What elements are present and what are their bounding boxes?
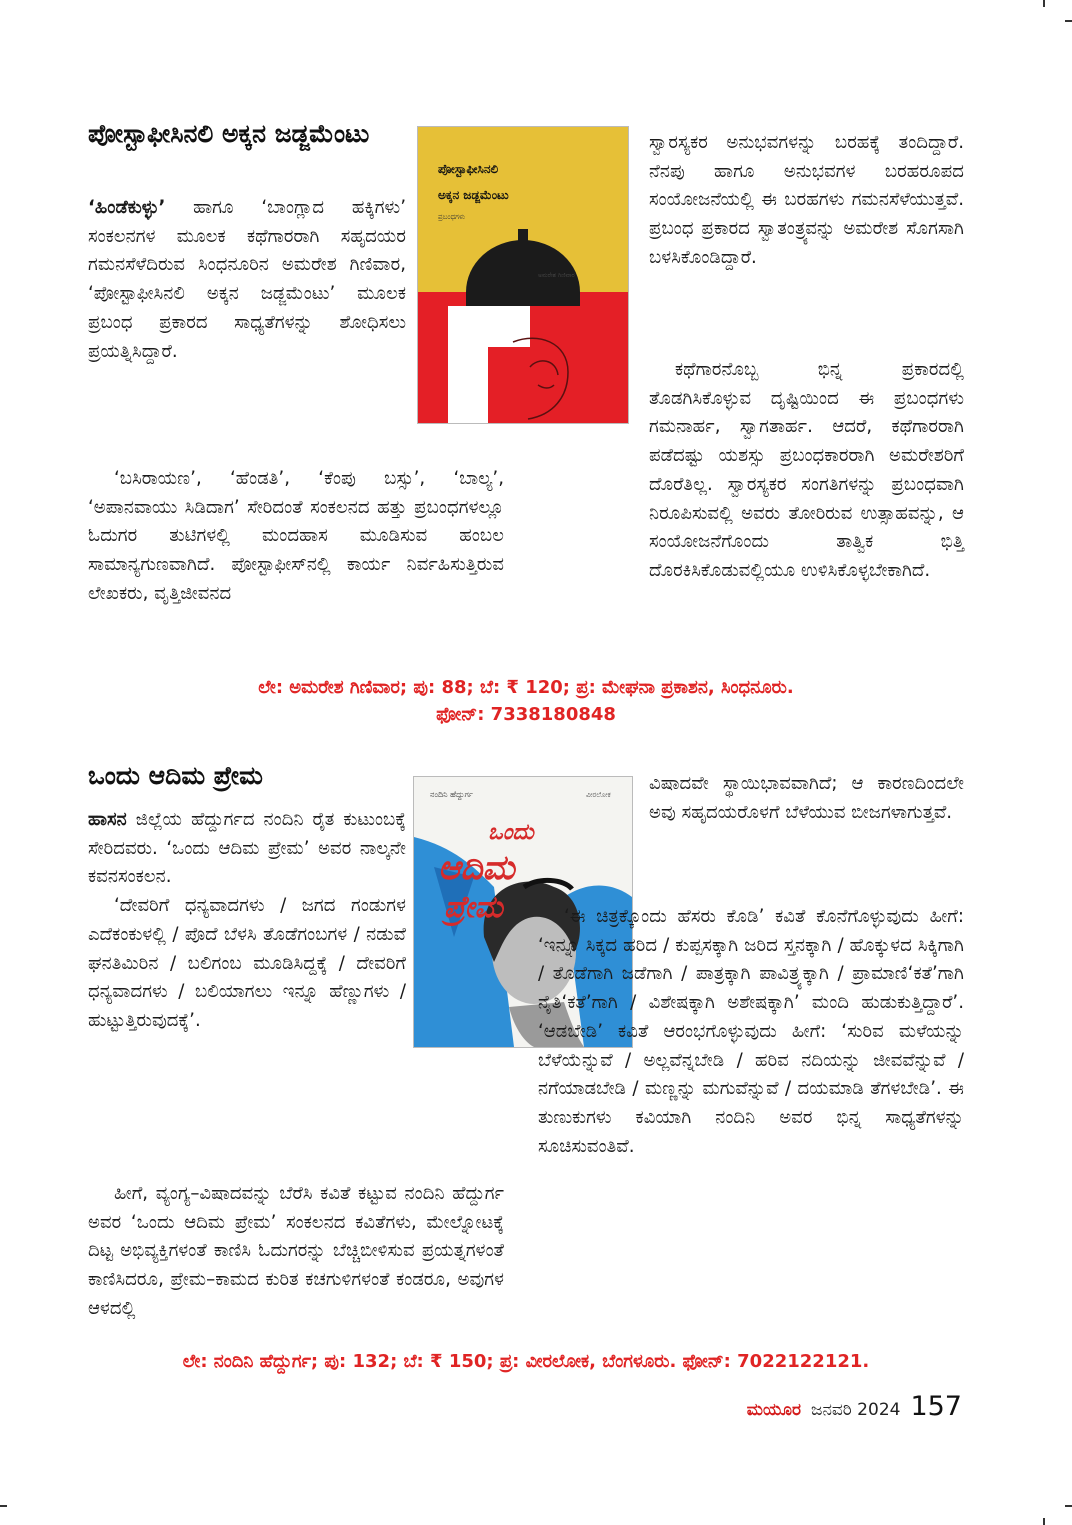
review-adima-prema: [88, 760, 964, 1380]
credit-line: ಲೇ: ನಂದಿನಿ ಹೆದ್ದುರ್ಗ; ಪು: 132; ಬೆ: ₹ 150; ಪ್ರ: ವೀರಲೋಕ, ಬೆಂಗಳೂರು. ಫೋನ್: 7022122121.: [182, 1351, 870, 1372]
crop-mark: [1043, 1518, 1045, 1525]
cover-title-line1: ಪೋಸ್ಟಾಫೀಸಿನಲಿ: [438, 162, 499, 176]
review-paragraph: ಸ್ವಾರಸ್ಯಕರ ಅನುಭವಗಳನ್ನು ಬರಹಕ್ಕೆ ತಂದಿದ್ದಾರೆ. ನೆನಪು ಹಾಗೂ ಅನುಭವಗಳ ಬರಹರೂಪದ ಸಂಯೋಜನೆಯಲ್ಲಿ ಈ ಬರಹಗಳು ಗಮನಸೆಳೆಯುತ್ತವೆ. ಪ್ರಬಂಧ ಪ್ರಕಾರದ ಸ್ವಾತಂತ್ರ್ಯವನ್ನು ಅಮರೇಶ ಸೊಗಸಾಗಿ ಬಳಸಿಕೊಂಡಿದ್ದಾರೆ.: [649, 132, 964, 268]
crop-mark: [1065, 20, 1072, 22]
lead-word: ಹಾಸನ: [88, 809, 127, 830]
review-paragraph: ‘ಈ ಚಿತ್ರಕ್ಕೊಂದು ಹೆಸರು ಕೊಡಿ’ ಕವಿತೆ ಕೊನೆಗೊಳ್ಳುವುದು ಹೀಗೆ: ‘ಇನ್ನೂ ಸಿಕ್ಕದ ಹರಿದ / ಕುಪ್ಪಸಕ್ಕಾಗಿ ಜರಿದ ಸ್ತನಕ್ಕಾಗಿ / ಹೊಕ್ಕುಳದ ಸಿಕ್ಕಿಗಾಗಿ / ತೊಡೆಗಾಗಿ ಜಡೆಗಾಗಿ / ಪಾತ್ರಕ್ಕಾಗಿ ಪಾವಿತ್ರ್ಯಕ್ಕಾಗಿ / ಪ್ರಾಮಾಣಿ‘ಕತೆ’ಗಾಗಿ ನೈತಿ‘ಕತೆ’ಗಾಗಿ / ವಿಶೇಷಕ್ಕಾಗಿ ಅಶೇಷಕ್ಕಾಗಿ’ ಮಂದಿ ಹುಡುಕುತ್ತಿದ್ದಾರೆ’. ‘ಆಡಬೇಡಿ’ ಕವಿತೆ ಆರಂಭಗೊಳ್ಳುವುದು ಹೀಗೆ: ‘ಸುರಿವ ಮಳೆಯನ್ನು ಬೆಳೆಯೆನ್ನುವೆ / ಅಲ್ಲವೆನ್ನಬೇಡಿ / ಹರಿವ ನದಿಯನ್ನು ಜೀವವೆನ್ನುವೆ / ನಗೆಯಾಡಬೇಡಿ / ಮಣ್ಣನ್ನು ಮಗುವೆನ್ನುವೆ / ದಯಮಾಡಿ ತೆಗಳಬೇಡಿ’. ಈ ತುಣುಕುಗಳು ಕವಿಯಾಗಿ ನಂದಿನಿ ಅವರ ಭಿನ್ನ ಸಾಧ್ಯತೆಗಳನ್ನು ಸೂಚಿಸುವಂತಿವೆ.: [538, 906, 964, 1157]
magazine-name: ಮಯೂರ: [746, 1400, 802, 1420]
review-title: ಒಂದು ಆದಿಮ ಪ್ರೇಮ: [88, 761, 263, 790]
review-paragraph: ‘ಬಸಿರಾಯಣ’, ‘ಹೆಂಡತಿ’, ‘ಕೆಂಪು ಬಸ್ಸು’, ‘ಬಾಲ್ಯ’, ‘ಅಪಾನವಾಯು ಸಿಡಿದಾಗ’ ಸೇರಿದಂತೆ ಸಂಕಲನದ ಹತ್ತು ಪ್ರಬಂಧಗಳಲ್ಲೂ ಓದುಗರ ತುಟಿಗಳಲ್ಲಿ ಮಂದಹಾಸ ಮೂಡಿಸುವ ಹಂಬಲ ಸಾಮಾನ್ಯಗುಣವಾಗಿದೆ. ಪೋಸ್ಟಾಫೀಸ್‌ನಲ್ಲಿ ಕಾರ್ಯ ನಿರ್ವಹಿಸುತ್ತಿರುವ ಲೇಖಕರು, ವೃತ್ತಿಜೀವನದ: [88, 468, 504, 604]
crop-mark: [1065, 1505, 1072, 1507]
credit-phone: ಫೋನ್: 7338180848: [436, 704, 616, 725]
cover-author: ನಂದಿನಿ ಹೆದ್ದುರ್ಗ: [430, 790, 473, 799]
crop-mark: [0, 1505, 7, 1507]
book-credits: [88, 1348, 964, 1375]
paragraph-text: ಹಾಗೂ ‘ಬಾಂಗ್ಲಾದ ಹಕ್ಕಿಗಳು’ ಸಂಕಲನಗಳ ಮೂಲಕ ಕಥೆಗಾರರಾಗಿ ಸಹೃದಯರ ಗಮನಸೆಳೆದಿರುವ ಸಿಂಧನೂರಿನ ಅಮರೇಶ ಗಿಣಿವಾರ, ‘ಪೋಸ್ಟಾಫೀಸಿನಲಿ ಅಕ್ಕನ ಜಡ್ಜಮೆಂಟು’ ಮೂಲಕ ಪ್ರಬಂಧ ಪ್ರಕಾರದ ಸಾಧ್ಯತೆಗಳನ್ನು ಶೋಧಿಸಲು ಪ್ರಯತ್ನಿಸಿದ್ದಾರೆ.: [88, 197, 406, 362]
cover-author: ಅಮರೇಶ ಗಿಣಿವಾರ: [538, 272, 575, 279]
lead-word: ‘ಹಿಂಡೆಕುಳ್ಳು’: [88, 197, 166, 218]
review-column-left-top: [88, 194, 406, 366]
cover-title-line3: ಪ್ರೇಮ: [444, 890, 503, 925]
book-credits: [88, 674, 964, 728]
review-column-left-top: [88, 806, 406, 1036]
dome-finial: [518, 229, 528, 241]
review-postoffice: [88, 118, 964, 738]
cover-subtitle: ಪ್ರಬಂಧಗಳು: [438, 213, 465, 221]
cover-title-line2: ಆದಿಮ: [438, 848, 515, 888]
cover-title-line2: ಅಕ್ಕನ ಜಡ್ಜಮೆಂಟು: [438, 188, 509, 202]
review-paragraph: ಕಥೆಗಾರನೊಬ್ಬ ಭಿನ್ನ ಪ್ರಕಾರದಲ್ಲಿ ತೊಡಗಿಸಿಕೊಳ್ಳುವ ದೃಷ್ಟಿಯಿಂದ ಈ ಪ್ರಬಂಧಗಳು ಗಮನಾರ್ಹ, ಸ್ವಾಗತಾರ್ಹ. ಆದರೆ, ಕಥೆಗಾರರಾಗಿ ಪಡೆದಷ್ಟು ಯಶಸ್ಸು ಪ್ರಬಂಧಕಾರರಾಗಿ ಅಮರೇಶರಿಗೆ ದೊರೆತಿಲ್ಲ. ಸ್ವಾರಸ್ಯಕರ ಸಂಗತಿಗಳನ್ನು ಪ್ರಬಂಧವಾಗಿ ನಿರೂಪಿಸುವಲ್ಲಿ ಅವರು ತೋರಿರುವ ಉತ್ಸಾಹವನ್ನು, ಆ ಸಂಯೋಜನೆಗೊಂದು ತಾತ್ವಿಕ ಭಿತ್ತಿ ದೊರಕಿಸಿಕೊಡುವಲ್ಲಿಯೂ ಉಳಿಸಿಕೊಳ್ಳಬೇಕಾಗಿದೆ.: [649, 359, 964, 581]
review-paragraph: ವಿಷಾದವೇ ಸ್ಥಾಯಿಭಾವವಾಗಿದೆ; ಆ ಕಾರಣದಿಂದಲೇ ಅವು ಸಹೃದಯರೊಳಗೆ ಬೆಳೆಯುವ ಬೀಜಗಳಾಗುತ್ತವೆ.: [649, 773, 964, 823]
page-number: 157: [910, 1391, 962, 1422]
review-column-right: [649, 129, 964, 273]
page-footer: [747, 1391, 962, 1425]
review-column-left-bottom: [88, 1180, 504, 1324]
book-cover-postoffice: [417, 126, 629, 424]
book-cover-art: [418, 127, 628, 423]
review-column-left-bottom: [88, 465, 504, 609]
issue-date: ಜನವರಿ 2024: [811, 1400, 901, 1420]
cover-publisher: ವೀರಲೋಕ: [586, 791, 611, 799]
dome-base: [466, 292, 580, 306]
review-paragraph: [88, 806, 406, 892]
review-title: ಪೋಸ್ಟಾಫೀಸಿನಲಿ ಅಕ್ಕನ ಜಡ್ಜಮೆಂಟು: [88, 119, 370, 148]
review-paragraph: ‘ದೇವರಿಗೆ ಧನ್ಯವಾದಗಳು / ಜಗದ ಗಂಡುಗಳ ಎದೆಕಂಕುಳಲ್ಲಿ / ಪೊದೆ ಬೆಳಸಿ ತೊಡೆಗಂಬಗಳ / ನಡುವೆ ಘನತಿಮಿರಿನ / ಬಲಿಗಂಬ ಮೂಡಿಸಿದ್ದಕ್ಕೆ / ದೇವರಿಗೆ ಧನ್ಯವಾದಗಳು / ಬಲಿಯಾಗಲು ಇನ್ನೂ ಹೆಣ್ಣುಗಳು / ಹುಟ್ಟುತ್ತಿರುವುದಕ್ಕೆ’.: [88, 895, 406, 1031]
review-paragraph: [88, 194, 406, 366]
review-column-right: [649, 770, 964, 827]
crop-mark: [1043, 0, 1045, 7]
cover-title-line1: ಒಂದು: [488, 819, 534, 845]
review-column-right-p2: [649, 356, 964, 586]
paragraph-text: ಜಿಲ್ಲೆಯ ಹೆದ್ದುರ್ಗದ ನಂದಿನಿ ರೈತ ಕುಟುಂಬಕ್ಕೆ ಸೇರಿದವರು. ‘ಒಂದು ಆದಿಮ ಪ್ರೇಮ’ ಅವರ ನಾಲ್ಕನೇ ಕವನಸಂಕಲನ.: [88, 809, 406, 888]
credit-line: ಲೇ: ಅಮರೇಶ ಗಿಣಿವಾರ; ಪು: 88; ಬೆ: ₹ 120; ಪ್ರ: ಮೇಘನಾ ಪ್ರಕಾಶನ, ಸಿಂಧನೂರು.: [258, 677, 794, 698]
review-column-right-p2: [538, 903, 964, 1161]
review-paragraph: ಹೀಗೆ, ವ್ಯಂಗ್ಯ–ವಿಷಾದವನ್ನು ಬೆರೆಸಿ ಕವಿತೆ ಕಟ್ಟುವ ನಂದಿನಿ ಹೆದ್ದುರ್ಗ ಅವರ ‘ಒಂದು ಆದಿಮ ಪ್ರೇಮ’ ಸಂಕಲನದ ಕವಿತೆಗಳು, ಮೇಲ್ನೋಟಕ್ಕೆ ದಿಟ್ಟ ಅಭಿವ್ಯಕ್ತಿಗಳಂತೆ ಕಾಣಿಸಿ ಓದುಗರನ್ನು ಬೆಚ್ಚಿಬೀಳಿಸುವ ಪ್ರಯತ್ನಗಳಂತೆ ಕಾಣಿಸಿದರೂ, ಪ್ರೇಮ–ಕಾಮದ ಕುರಿತ ಕಚಗುಳಿಗಳಂತೆ ಕಂಡರೂ, ಅವುಗಳ ಆಳದಲ್ಲಿ: [88, 1183, 504, 1319]
